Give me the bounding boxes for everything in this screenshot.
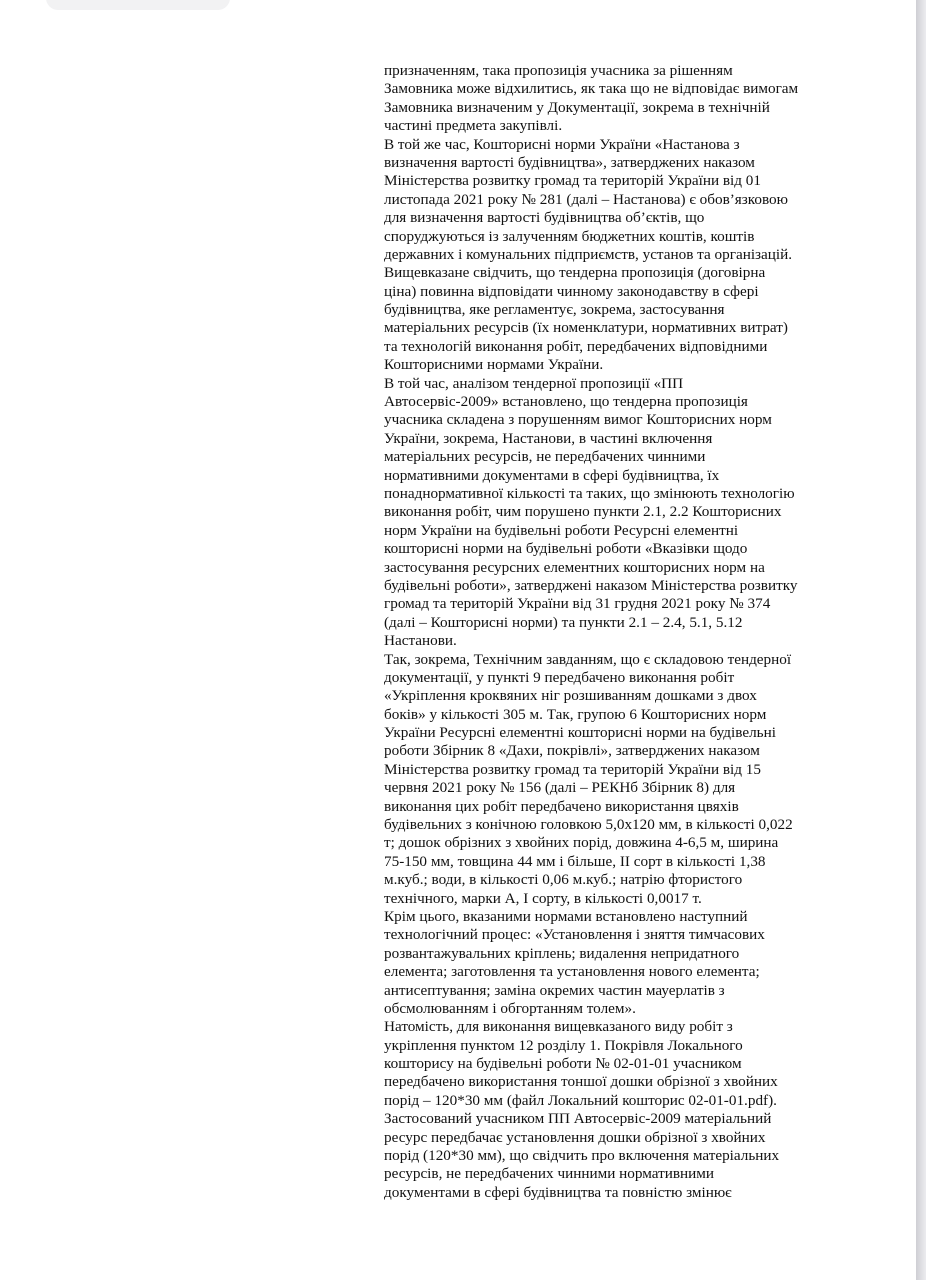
text-line: норм України на будівельні роботи Ресурсні елементні: [384, 521, 739, 539]
text-line: України, зокрема, Настанови, в частині включення: [384, 429, 713, 447]
text-line: червня 2021 року № 156 (далі – РЕКНб Збірник 8) для: [384, 779, 736, 797]
text-line: укріплення пунктом 12 розділу 1. Покрівля Локального: [384, 1036, 743, 1054]
text-line: визначення вартості будівництва», затверджених наказом: [384, 153, 755, 171]
page-edge-shadow: [916, 0, 926, 1280]
text-line: Замовника може відхилитись, як така що не відповідає вимогам: [384, 80, 799, 98]
text-line: боків» у кількості 305 м. Так, групою 6 Кошторисних норм: [384, 705, 767, 723]
text-line: розвантажувальних кріплень; видалення непридатного: [384, 944, 740, 962]
text-line: документації, у пункті 9 передбачено виконання робіт: [384, 668, 735, 686]
text-line: Застосований учасником ПП Автосервіс-2009 матеріальний: [384, 1110, 772, 1128]
text-line: Вищевказане свідчить, що тендерна пропозиція (договірна: [384, 264, 766, 282]
text-line: ресурс передбачає установлення дошки обрізної з хвойних: [384, 1128, 766, 1146]
text-line: будівельні роботи», затверджені наказом Міністерства розвитку: [384, 576, 798, 594]
text-line: (далі – Кошторисні норми) та пункти 2.1 – 2.4, 5.1, 5.12: [384, 613, 743, 631]
text-line: застосування ресурсних елементних кошторисних норм на: [384, 558, 765, 576]
text-line: Так, зокрема, Технічним завданням, що є складовою тендерної: [384, 650, 792, 668]
text-line: виконання робіт, чим порушено пункти 2.1, 2.2 Кошторисних: [384, 503, 782, 521]
text-line: для визначення вартості будівництва об’єктів, що: [384, 209, 705, 227]
text-line: Натомість, для виконання вищевказаного виду робіт з: [384, 1018, 733, 1036]
text-line: В той час, аналізом тендерної пропозиції «ПП: [384, 374, 684, 392]
text-line: виконання цих робіт передбачено використання цвяхів: [384, 797, 739, 815]
text-line: листопада 2021 року № 281 (далі – Настанова) є обов’язковою: [384, 190, 788, 208]
top-tab-placeholder: [46, 0, 230, 10]
text-line: антисептування; заміна окремих частин мауерлатів з: [384, 981, 725, 999]
text-line: передбачено використання тоншої дошки обрізної з хвойних: [384, 1073, 778, 1091]
text-line: учасника складена з порушенням вимог Кошторисних норм: [384, 411, 772, 429]
text-line: державних і комунальних підприємств, установ та організацій.: [384, 245, 793, 263]
text-line: технологічний процес: «Установлення і зняття тимчасових: [384, 926, 765, 944]
text-line: кошторису на будівельні роботи № 02-01-01 учасником: [384, 1055, 742, 1073]
text-line: елемента; заготовлення та установлення нового елемента;: [384, 963, 760, 981]
text-line: кошторисні норми на будівельні роботи «Вказівки щодо: [384, 540, 748, 558]
text-line: Міністерства розвитку громад та територій України від 15: [384, 760, 761, 778]
text-line: будівництва, яке регламентує, зокрема, застосування: [384, 301, 725, 319]
text-line: технічного, марки А, І сорту, в кількості 0,0017 т.: [384, 889, 702, 907]
text-line: понаднормативної кількості та таких, що змінюють технологію: [384, 484, 795, 502]
text-line: Замовника визначеним у Документації, зокрема в технічній: [384, 98, 770, 116]
text-line: документами в сфері будівництва та повністю змінює: [384, 1183, 732, 1201]
text-line: «Укріплення кроквяних ніг розшиванням дошками з двох: [384, 687, 757, 705]
text-line: В той же час, Кошторисні норми України «Настанова з: [384, 135, 740, 153]
text-line: порід – 120*30 мм (файл Локальний кошторис 02-01-01.pdf).: [384, 1091, 777, 1109]
text-line: Міністерства розвитку громад та територій України від 01: [384, 172, 761, 190]
text-line: роботи Збірник 8 «Дахи, покрівлі», затверджених наказом: [384, 742, 760, 760]
text-line: ресурсів, не передбачених чинними нормативними: [384, 1165, 715, 1183]
text-line: Крім цього, вказаними нормами встановлено наступний: [384, 907, 748, 925]
text-line: 75-150 мм, товщина 44 мм і більше, II сорт в кількості 1,38: [384, 852, 766, 870]
text-line: та технологій виконання робіт, передбачених відповідними: [384, 337, 768, 355]
text-line: ціна) повинна відповідати чинному законодавству в сфері: [384, 282, 759, 300]
text-line: Кошторисними нормами України.: [384, 356, 604, 374]
text-line: громад та територій України від 31 грудня 2021 року № 374: [384, 595, 771, 613]
text-line: матеріальних ресурсів, не передбачених чинними: [384, 448, 706, 466]
text-line: т; дошок обрізних з хвойних порід, довжина 4-6,5 м, ширина: [384, 834, 779, 852]
text-line: призначенням, така пропозиція учасника за рішенням: [384, 62, 733, 79]
document-body-text: [384, 62, 854, 1202]
text-line: м.куб.; води, в кількості 0,06 м.куб.; натрію фтористого: [384, 871, 743, 889]
text-line: матеріальних ресурсів (їх номенклатури, нормативних витрат): [384, 319, 788, 337]
text-line: Настанови.: [384, 632, 457, 650]
text-line: України Ресурсні елементні кошторисні норми на будівельні: [384, 724, 776, 742]
text-line: споруджуються із залученням бюджетних коштів, коштів: [384, 227, 755, 245]
text-line: будівельних з конічною головкою 5,0х120 мм, в кількості 0,022: [384, 816, 793, 834]
text-line: нормативними документами в сфері будівництва, їх: [384, 466, 720, 484]
text-line: частині предмета закупівлі.: [384, 117, 563, 135]
text-line: обсмолюванням і обгортанням толем».: [384, 999, 636, 1017]
text-line: порід (120*30 мм), що свідчить про включення матеріальних: [384, 1147, 780, 1165]
text-line: Автосервіс-2009» встановлено, що тендерна пропозиція: [384, 393, 748, 411]
